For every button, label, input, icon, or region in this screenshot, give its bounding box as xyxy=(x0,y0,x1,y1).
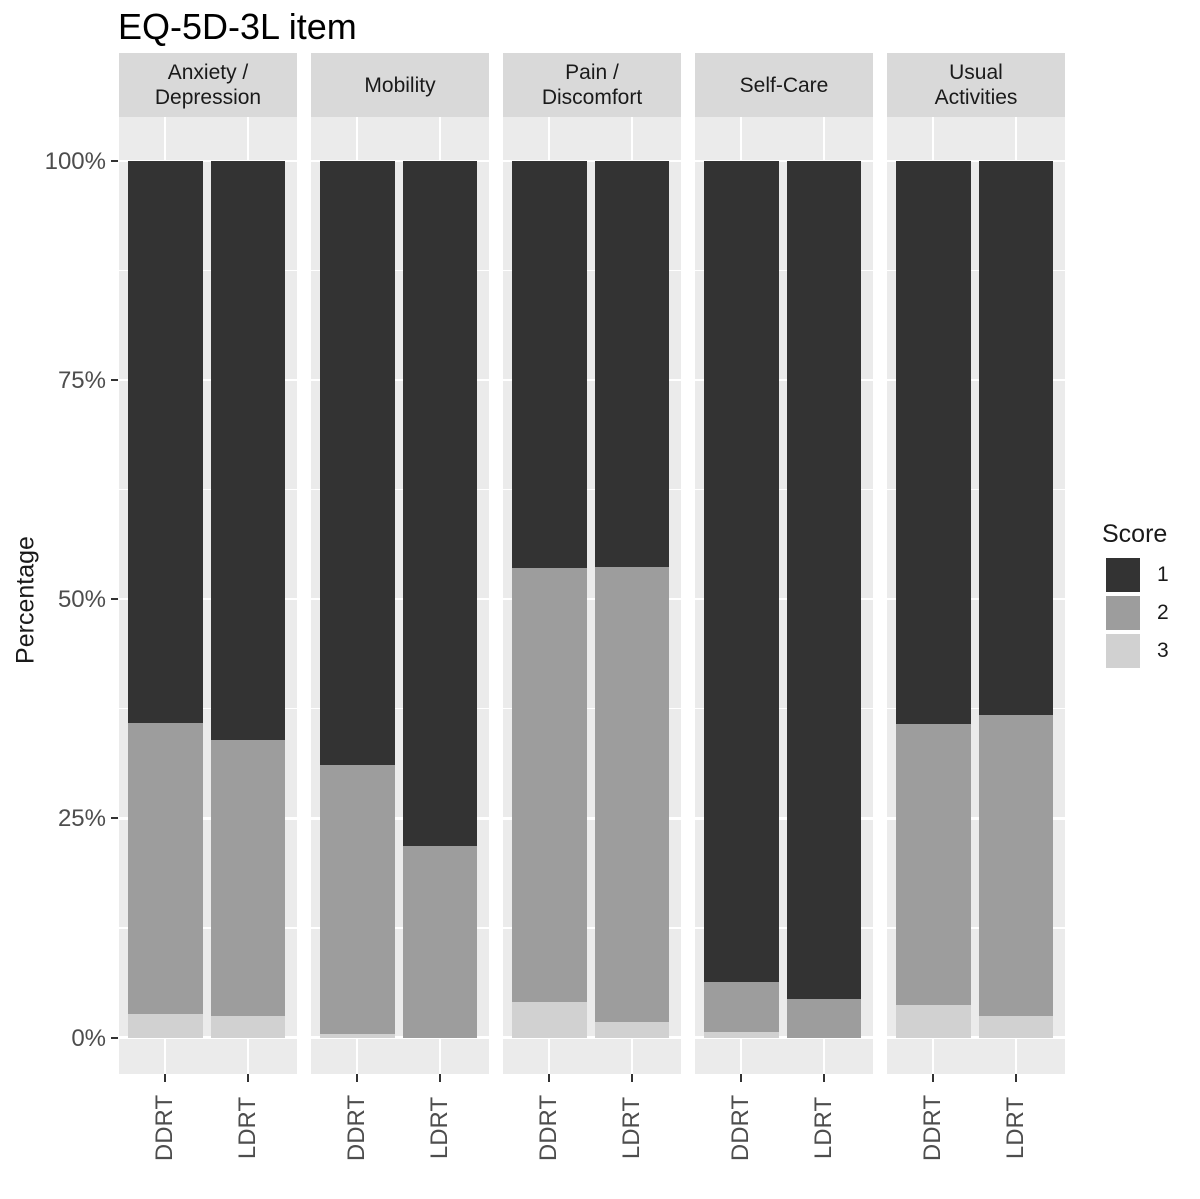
bar-segment-score2 xyxy=(979,715,1054,1016)
facet-strip-label: Pain / xyxy=(565,61,619,84)
bar-segment-score2 xyxy=(787,999,862,1038)
facet-strip-label: Activities xyxy=(934,86,1018,109)
facet-strip xyxy=(887,53,1065,117)
x-tick-mark xyxy=(1015,1074,1017,1082)
x-tick-label: LDRT xyxy=(617,1096,645,1160)
bar-segment-score2 xyxy=(704,982,779,1032)
facet-strip xyxy=(119,53,297,117)
x-tick-mark xyxy=(740,1074,742,1082)
x-tick-mark xyxy=(356,1074,358,1082)
bar-segment-score1 xyxy=(211,161,286,739)
bar-segment-score2 xyxy=(211,740,286,1017)
bar-segment-score2 xyxy=(128,723,203,1014)
facet-strip xyxy=(311,53,489,117)
y-tick-label: 75% xyxy=(57,367,106,395)
bar-segment-score2 xyxy=(512,568,587,1003)
facet-panel xyxy=(695,117,873,1074)
facet-strip-label: Anxiety / xyxy=(167,61,249,84)
bar-segment-score2 xyxy=(403,846,478,1037)
y-tick-mark xyxy=(111,1037,118,1039)
x-tick-label: DDRT xyxy=(535,1094,563,1162)
x-tick-mark xyxy=(932,1074,934,1082)
y-tick-mark xyxy=(111,817,118,819)
bar-segment-score3 xyxy=(320,1034,395,1038)
x-tick-label: LDRT xyxy=(1001,1096,1029,1160)
x-tick-label: DDRT xyxy=(919,1094,947,1162)
x-tick-mark xyxy=(247,1074,249,1082)
facet-panel xyxy=(887,117,1065,1074)
bar-segment-score3 xyxy=(211,1016,286,1037)
x-tick-label: LDRT xyxy=(425,1096,453,1160)
bar-segment-score1 xyxy=(704,161,779,982)
bar-segment-score2 xyxy=(320,765,395,1034)
legend-title: Score xyxy=(1102,520,1168,548)
y-tick-label: 100% xyxy=(44,148,106,175)
bar-segment-score2 xyxy=(896,724,971,1005)
x-tick-label: DDRT xyxy=(151,1094,179,1162)
y-tick-label: 25% xyxy=(57,805,106,833)
facet-panel xyxy=(119,117,297,1074)
y-axis-title: Percentage xyxy=(11,536,40,664)
bar-segment-score3 xyxy=(979,1016,1054,1038)
facet-panel xyxy=(503,117,681,1074)
bar-segment-score1 xyxy=(595,161,670,567)
x-tick-label: LDRT xyxy=(809,1096,837,1160)
facet-strip xyxy=(503,53,681,117)
bar-segment-score1 xyxy=(512,161,587,568)
bar-segment-score1 xyxy=(320,161,395,765)
facet-strip-label: Self-Care xyxy=(739,73,829,97)
legend-key-score-2 xyxy=(1106,596,1140,630)
x-tick-label: DDRT xyxy=(727,1094,755,1162)
bar-segment-score3 xyxy=(595,1022,670,1038)
x-tick-mark xyxy=(439,1074,441,1082)
x-tick-label: DDRT xyxy=(343,1094,371,1162)
legend-label: 3 xyxy=(1157,639,1169,662)
bar-segment-score1 xyxy=(787,161,862,999)
facet-strip-label: Discomfort xyxy=(541,86,643,109)
bar-segment-score1 xyxy=(896,161,971,724)
facet-strip-label: Mobility xyxy=(364,73,436,97)
x-tick-mark xyxy=(164,1074,166,1082)
x-tick-mark xyxy=(548,1074,550,1082)
bar-segment-score3 xyxy=(512,1002,587,1037)
bar-segment-score1 xyxy=(128,161,203,723)
legend-label: 2 xyxy=(1157,601,1169,624)
facet-panel xyxy=(311,117,489,1074)
bar-segment-score3 xyxy=(896,1005,971,1037)
y-tick-label: 50% xyxy=(57,586,106,614)
plot-title: EQ-5D-3L item xyxy=(118,6,357,47)
legend-key-score-3 xyxy=(1106,634,1140,668)
facet-strip xyxy=(695,53,873,117)
facet-strip-label: Depression xyxy=(154,86,262,109)
bar-segment-score3 xyxy=(704,1032,779,1037)
bar-segment-score1 xyxy=(979,161,1054,715)
x-tick-label: LDRT xyxy=(233,1096,261,1160)
bar-segment-score3 xyxy=(128,1014,203,1038)
legend-label: 1 xyxy=(1157,563,1169,586)
y-tick-mark xyxy=(111,598,118,600)
x-tick-mark xyxy=(823,1074,825,1082)
x-tick-mark xyxy=(631,1074,633,1082)
y-tick-mark xyxy=(111,379,118,381)
bar-segment-score2 xyxy=(595,567,670,1022)
facet-strip-label: Usual xyxy=(949,61,1003,84)
legend-key-score-1 xyxy=(1106,558,1140,592)
bar-segment-score1 xyxy=(403,161,478,846)
y-tick-label: 0% xyxy=(71,1024,106,1052)
y-tick-mark xyxy=(111,160,118,162)
